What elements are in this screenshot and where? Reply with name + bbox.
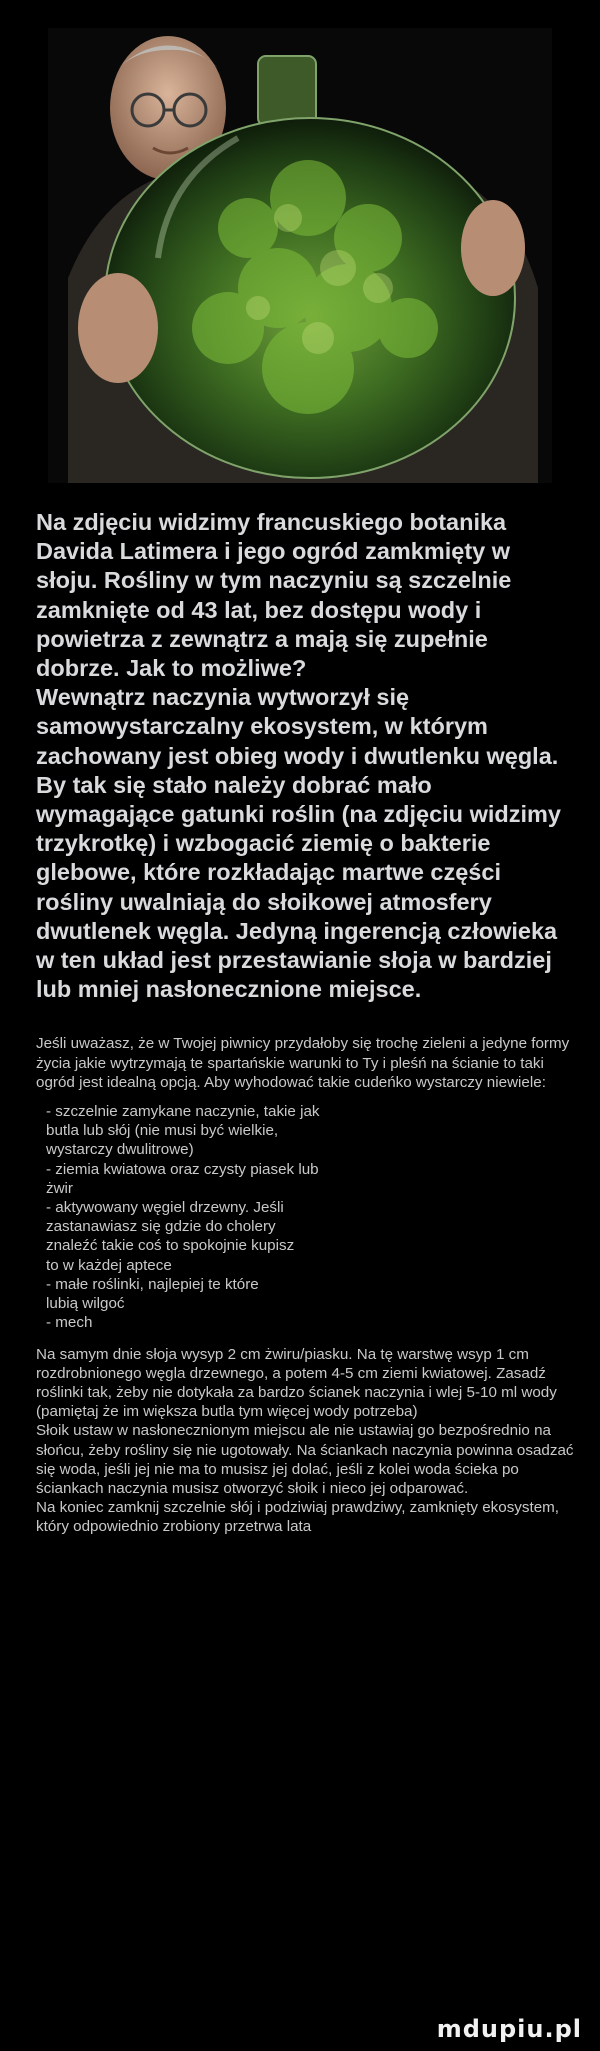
list-item: - ziemia kwiatowa oraz czysty piasek lub żwir <box>46 1160 319 1197</box>
supplies-list <box>46 1102 576 1332</box>
list-item: - małe roślinki, najlepiej te które lubią wilgoć <box>46 1275 259 1313</box>
list-item: - szczelnie zamykane naczynie, takie jak butla lub słój (nie musi być wielkie, wystarczy dwulitrowe) <box>46 1103 320 1159</box>
lead-text <box>36 508 576 1004</box>
instructions <box>36 1345 576 1537</box>
article <box>36 508 576 1537</box>
lead-paragraph: Wewnątrz naczynia wytworzył się samowystarczalny ekosystem, w którym zachowany jest obieg wody i dwutlenku węgla. By tak się stało należy dobrać mało wymagające gatunki roślin (na zdjęciu widzimy trzykrotkę) i wzbogacić ziemię o bakterie glebowe, które rozkładając martwe części rośliny uwalniają do słoikowej atmosfery dwutlenek węgla. Jedyną ingerencją człowieka w ten układ jest przestawianie słoja w bardziej lub mniej nasłonecznione miejsce. <box>36 684 561 1003</box>
intro-paragraph: Jeśli uważasz, że w Twojej piwnicy przydałoby się trochę zieleni a jedyne formy życia jakie wytrzymają te spartańskie warunki to Ty i pleśń na ścianie to taki ogród jest idealną opcją. Aby wyhodować takie cudeńko wystarczy niewiele: <box>36 1035 570 1091</box>
instruction-paragraph: Na koniec zamknij szczelnie słój i podziwiaj prawdziwy, zamknięty ekosystem, który odpowiednio zrobiony przetrwa lata <box>36 1499 560 1536</box>
list-item: - mech <box>46 1314 93 1332</box>
instruction-paragraph: Na samym dnie słoja wysyp 2 cm żwiru/piasku. Na tę warstwę wsyp 1 cm rozdrobnionego węgla drzewnego, a potem 4-5 cm ziemi kwiatowej. Zasadź roślinki tak, żeby nie dotykała za bardzo ścianek naczynia i wlej 5-10 ml wody (pamiętaj że im większa butla tym więcej wody potrzeba) <box>36 1345 557 1421</box>
intro-text <box>36 1034 576 1092</box>
man-holding-bottle-garden-icon <box>48 28 552 483</box>
bottle-garden-photo <box>48 28 552 483</box>
lead-paragraph: Na zdjęciu widzimy francuskiego botanika Davida Latimera i jego ogród zamkmięty w słoju. Rośliny w tym naczyniu są szczelnie zamknięte od 43 lat, bez dostępu wody i powietrza z zewnątrz a mają się zupełnie dobrze. Jak to możliwe? <box>36 509 512 682</box>
site-watermark: mdupiu.pl <box>436 2015 582 2043</box>
list-item: - aktywowany węgiel drzewny. Jeśli zastanawiasz się gdzie do cholery znaleźć takie coś to spokojnie kupisz to w każdej aptece <box>46 1199 295 1274</box>
instruction-paragraph: Słoik ustaw w nasłonecznionym miejscu ale nie ustawiaj go bezpośrednio na słońcu, żeby rośliny się nie ugotowały. Na ściankach naczynia powinna osadzać się woda, jeśli jej nie ma to musisz jej dolać, jeśli z kolei woda ścieka po ściankach naczynia musisz otworzyć słoik i nieco jej odparować. <box>36 1422 574 1497</box>
